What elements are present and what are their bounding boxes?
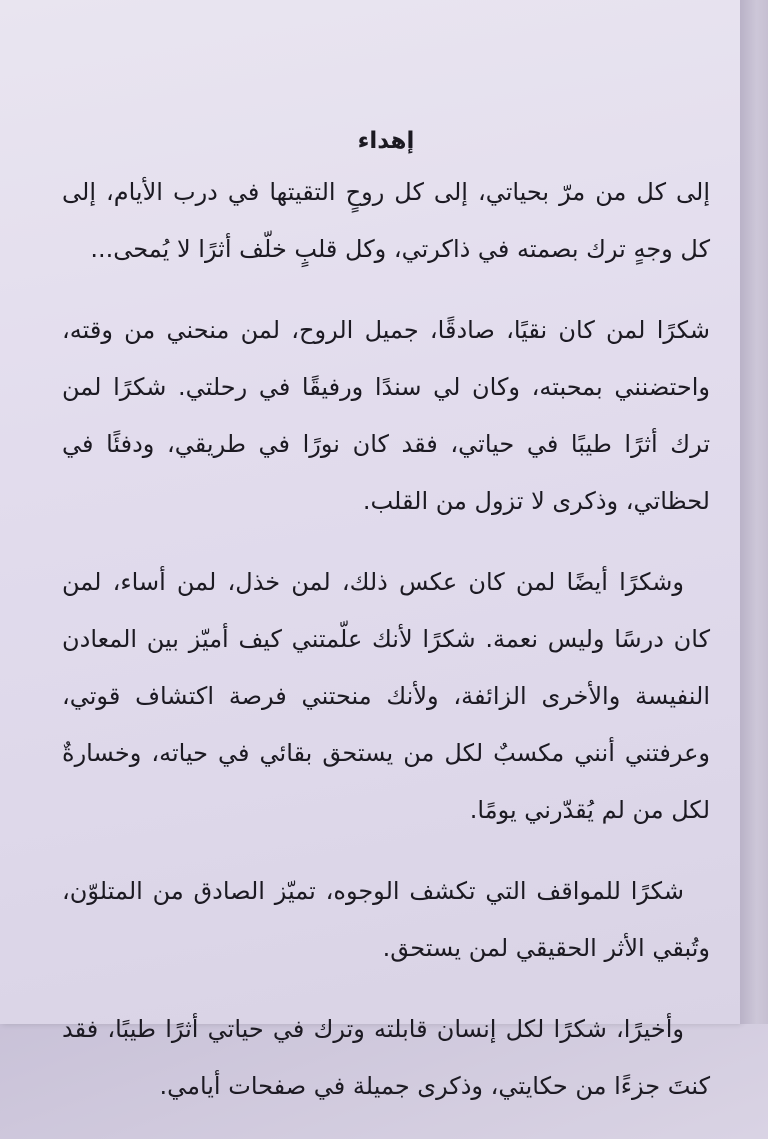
paragraph-2: شكرًا لمن كان نقيًا، صادقًا، جميل الروح، لمن منحني من وقته، واحتضنني بمحبته، وكان لي سندًا ورفيقًا في رحلتي. شكرًا لمن ترك أثرًا طيبًا في حياتي، فقد كان نورًا في طريقي، ودفئًا في لحظاتي، وذكرى لا تزول من القلب. xyxy=(62,316,710,515)
paragraph-3: وشكرًا أيضًا لمن كان عكس ذلك، لمن خذل، لمن أساء، لمن كان درسًا وليس نعمة. شكرًا لأنك علّمتني كيف أميّز بين المعادن النفيسة والأخرى الزائفة، ولأنك منحتني فرصة اكتشاف قوتي، وعرفتني أنني مكسبٌ لكل من يستحق بقائي في حياته، وخسارةٌ لكل من لم يُقدّرني يومًا. xyxy=(62,568,710,824)
paragraph-4: شكرًا للمواقف التي تكشف الوجوه، تميّز الصادق من المتلوّن، وتُبقي الأثر الحقيقي لمن يستحق. xyxy=(62,877,710,962)
paragraph-5: وأخيرًا، شكرًا لكل إنسان قابلته وترك في حياتي أثرًا طيبًا، فقد كنتَ جزءًا من حكايتي، وذكرى جميلة في صفحات أيامي. xyxy=(62,1015,710,1100)
page-edge xyxy=(740,0,768,1024)
paragraph-1: إلى كل من مرّ بحياتي، إلى كل روحٍ التقيتها في درب الأيام، إلى كل وجهٍ ترك بصمته في ذاكرتي، وكل قلبٍ خلّف أثرًا لا يُمحى... xyxy=(62,178,710,263)
dedication-text xyxy=(62,120,710,1139)
page-title: إهداء xyxy=(357,128,415,154)
